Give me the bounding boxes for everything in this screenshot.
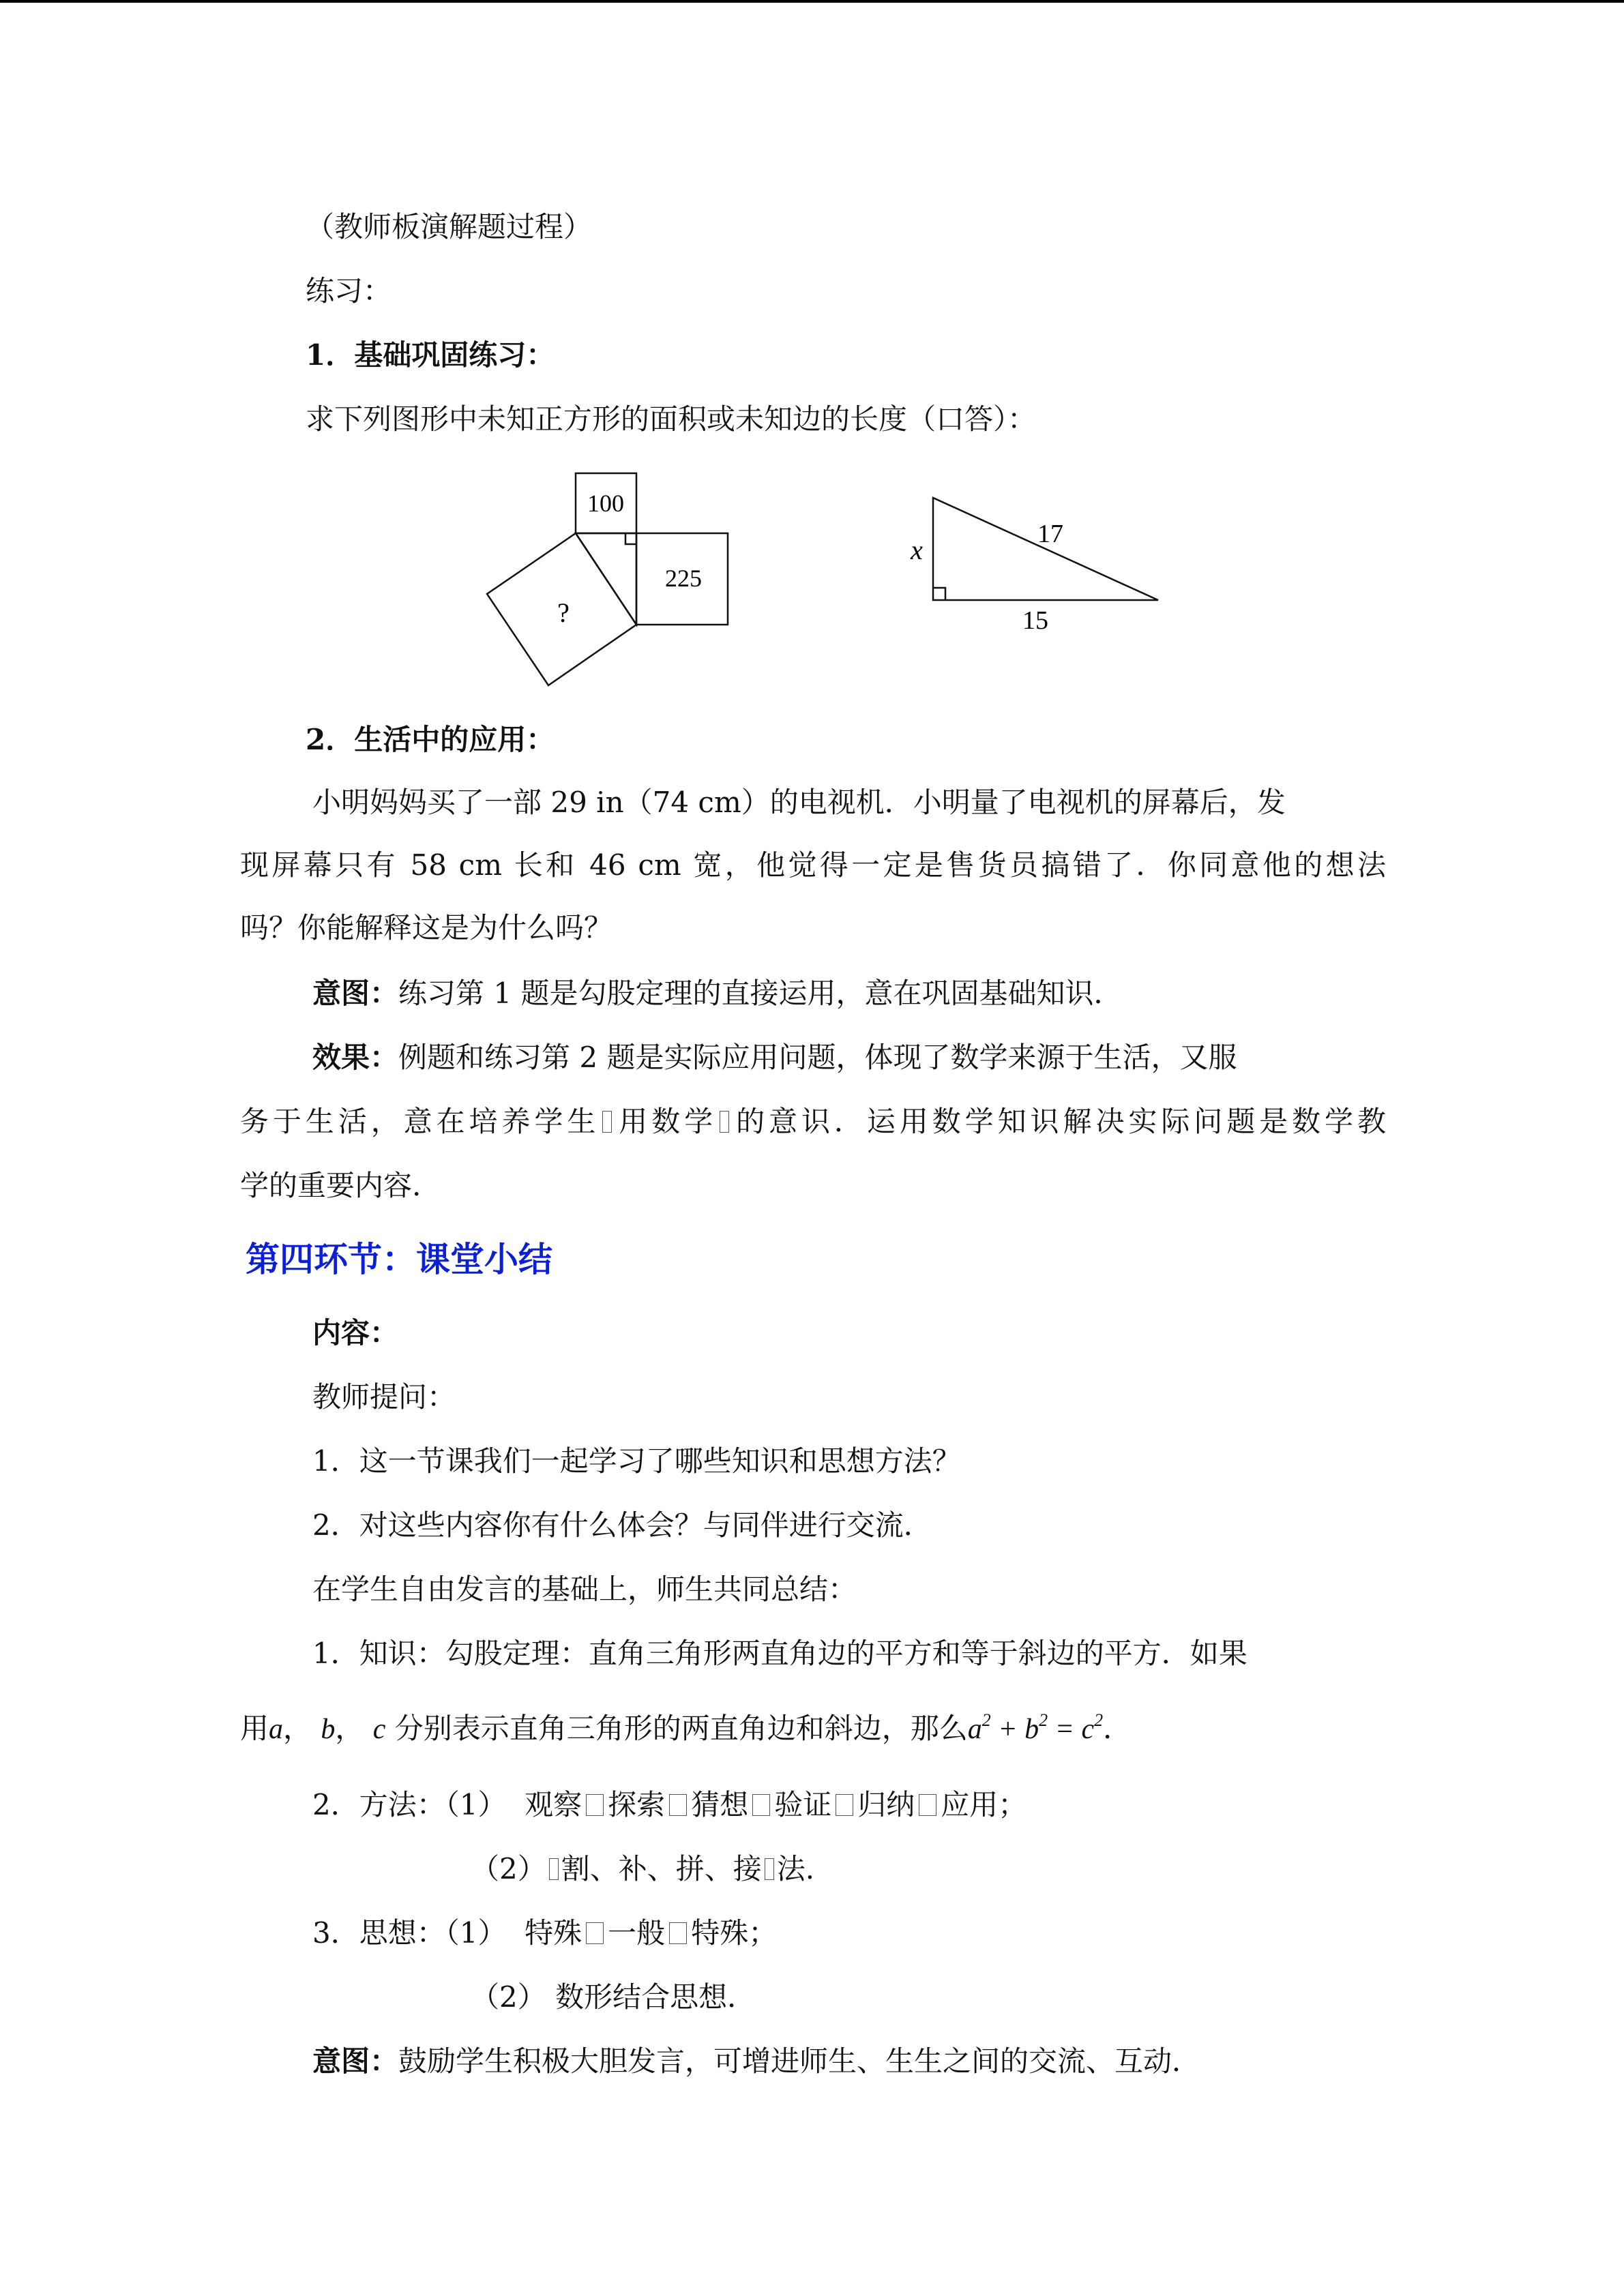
- hypotenuse-label: 17: [1037, 520, 1063, 548]
- method-label: 2．方法：（1）: [312, 1788, 507, 1821]
- intent1: [312, 975, 1122, 1013]
- effect-line1: 效果：例题和练习第 2 题是实际应用问题，体现了数学来源于生活，又服: [312, 1041, 1237, 1074]
- intent2-text: 鼓励学生积极大胆发言，可增进师生、生生之间的交流、互动．: [398, 2044, 1201, 2078]
- thought-line1: 3．思想：（1） 特殊 一般 特殊；: [312, 1916, 778, 1950]
- exercise2-line1: 小明妈妈买了一部 29 in（74 cm）的电视机．小明量了电视机的屏幕后，发: [312, 786, 1286, 819]
- effect-line2: 务于生活，意在培养学生 用数学 的意识．运用数学知识解决实际问题是数学教: [240, 1105, 1386, 1138]
- section4-heading: 第四环节：课堂小结: [246, 1239, 552, 1279]
- page-top-border: [0, 0, 1624, 3]
- intent2-label: 意图：: [312, 2044, 399, 2078]
- exercise1-title: 1．基础巩固练习：: [306, 338, 555, 372]
- teacher-asks: 教师提问：: [312, 1380, 456, 1414]
- exercise2-line2: 现屏幕只有 58 cm 长和 46 cm 宽，他觉得一定是售货员搞错了．你同意他的想法: [240, 848, 1386, 882]
- thought-line2: （2） 数形结合思想．: [471, 1980, 756, 2014]
- square-unknown-label: ?: [557, 597, 570, 628]
- thought-label: 3．思想：（1）: [312, 1916, 507, 1950]
- right-triangle: [933, 498, 1158, 600]
- practice-label: 练习：: [306, 274, 392, 308]
- triangle-figure: [900, 477, 1173, 641]
- square-top-label: 100: [587, 490, 624, 517]
- placeholder-box: [720, 1111, 729, 1133]
- inner-right-triangle: [576, 533, 636, 625]
- placeholder-box: [602, 1111, 612, 1133]
- exercise1-prompt: 求下列图形中未知正方形的面积或未知边的长度（口答）：: [306, 402, 1037, 436]
- var-b: b: [321, 1714, 336, 1745]
- method-line1: 2．方法：（1） 观察 探索 猜想 验证 归纳 应用；: [312, 1788, 1027, 1821]
- exercise2-line3: 吗？你能解释这是为什么吗？: [240, 911, 613, 944]
- intent2: [312, 2043, 1200, 2081]
- var-a: a: [269, 1714, 284, 1745]
- effect-line3: 学的重要内容.: [240, 1169, 422, 1202]
- squares-figure: [477, 464, 737, 696]
- intent1-text: 练习第 1 题是勾股定理的直接运用，意在巩固基础知识．: [398, 976, 1123, 1010]
- base-label: 15: [1022, 606, 1048, 635]
- square-right-label: 225: [665, 565, 702, 592]
- knowledge-line2: 用a， b， c 分别表示直角三角形的两直角边和斜边，那么$a^2 + b^2 = c^2$．: [240, 1710, 1132, 1745]
- pythagorean-formula: $a^2 + b^2 = c^2$: [967, 1710, 1104, 1745]
- question-1: 1．这一节课我们一起学习了哪些知识和思想方法？: [312, 1444, 961, 1478]
- knowledge-line1: 1．知识：勾股定理：直角三角形两直角边的平方和等于斜边的平方．如果: [312, 1637, 1247, 1670]
- right-angle-mark: [625, 533, 636, 544]
- board-note: （教师板演解题过程）: [306, 210, 593, 243]
- content-label: 内容：: [312, 1316, 399, 1350]
- leg-label: x: [911, 535, 923, 565]
- question-2: 2．对这些内容你有什么体会？与同伴进行交流．: [312, 1508, 932, 1542]
- intent1-label: 意图：: [312, 976, 399, 1010]
- var-c: c: [372, 1714, 386, 1745]
- summary-intro: 在学生自由发言的基础上，师生共同总结：: [312, 1572, 857, 1606]
- method-line2: （2） 割、补、拼、接 法.: [471, 1852, 815, 1885]
- exercise2-title: 2．生活中的应用：: [306, 723, 555, 756]
- triangle-right-angle-mark: [933, 588, 945, 600]
- effect-label: 效果：: [312, 1041, 399, 1074]
